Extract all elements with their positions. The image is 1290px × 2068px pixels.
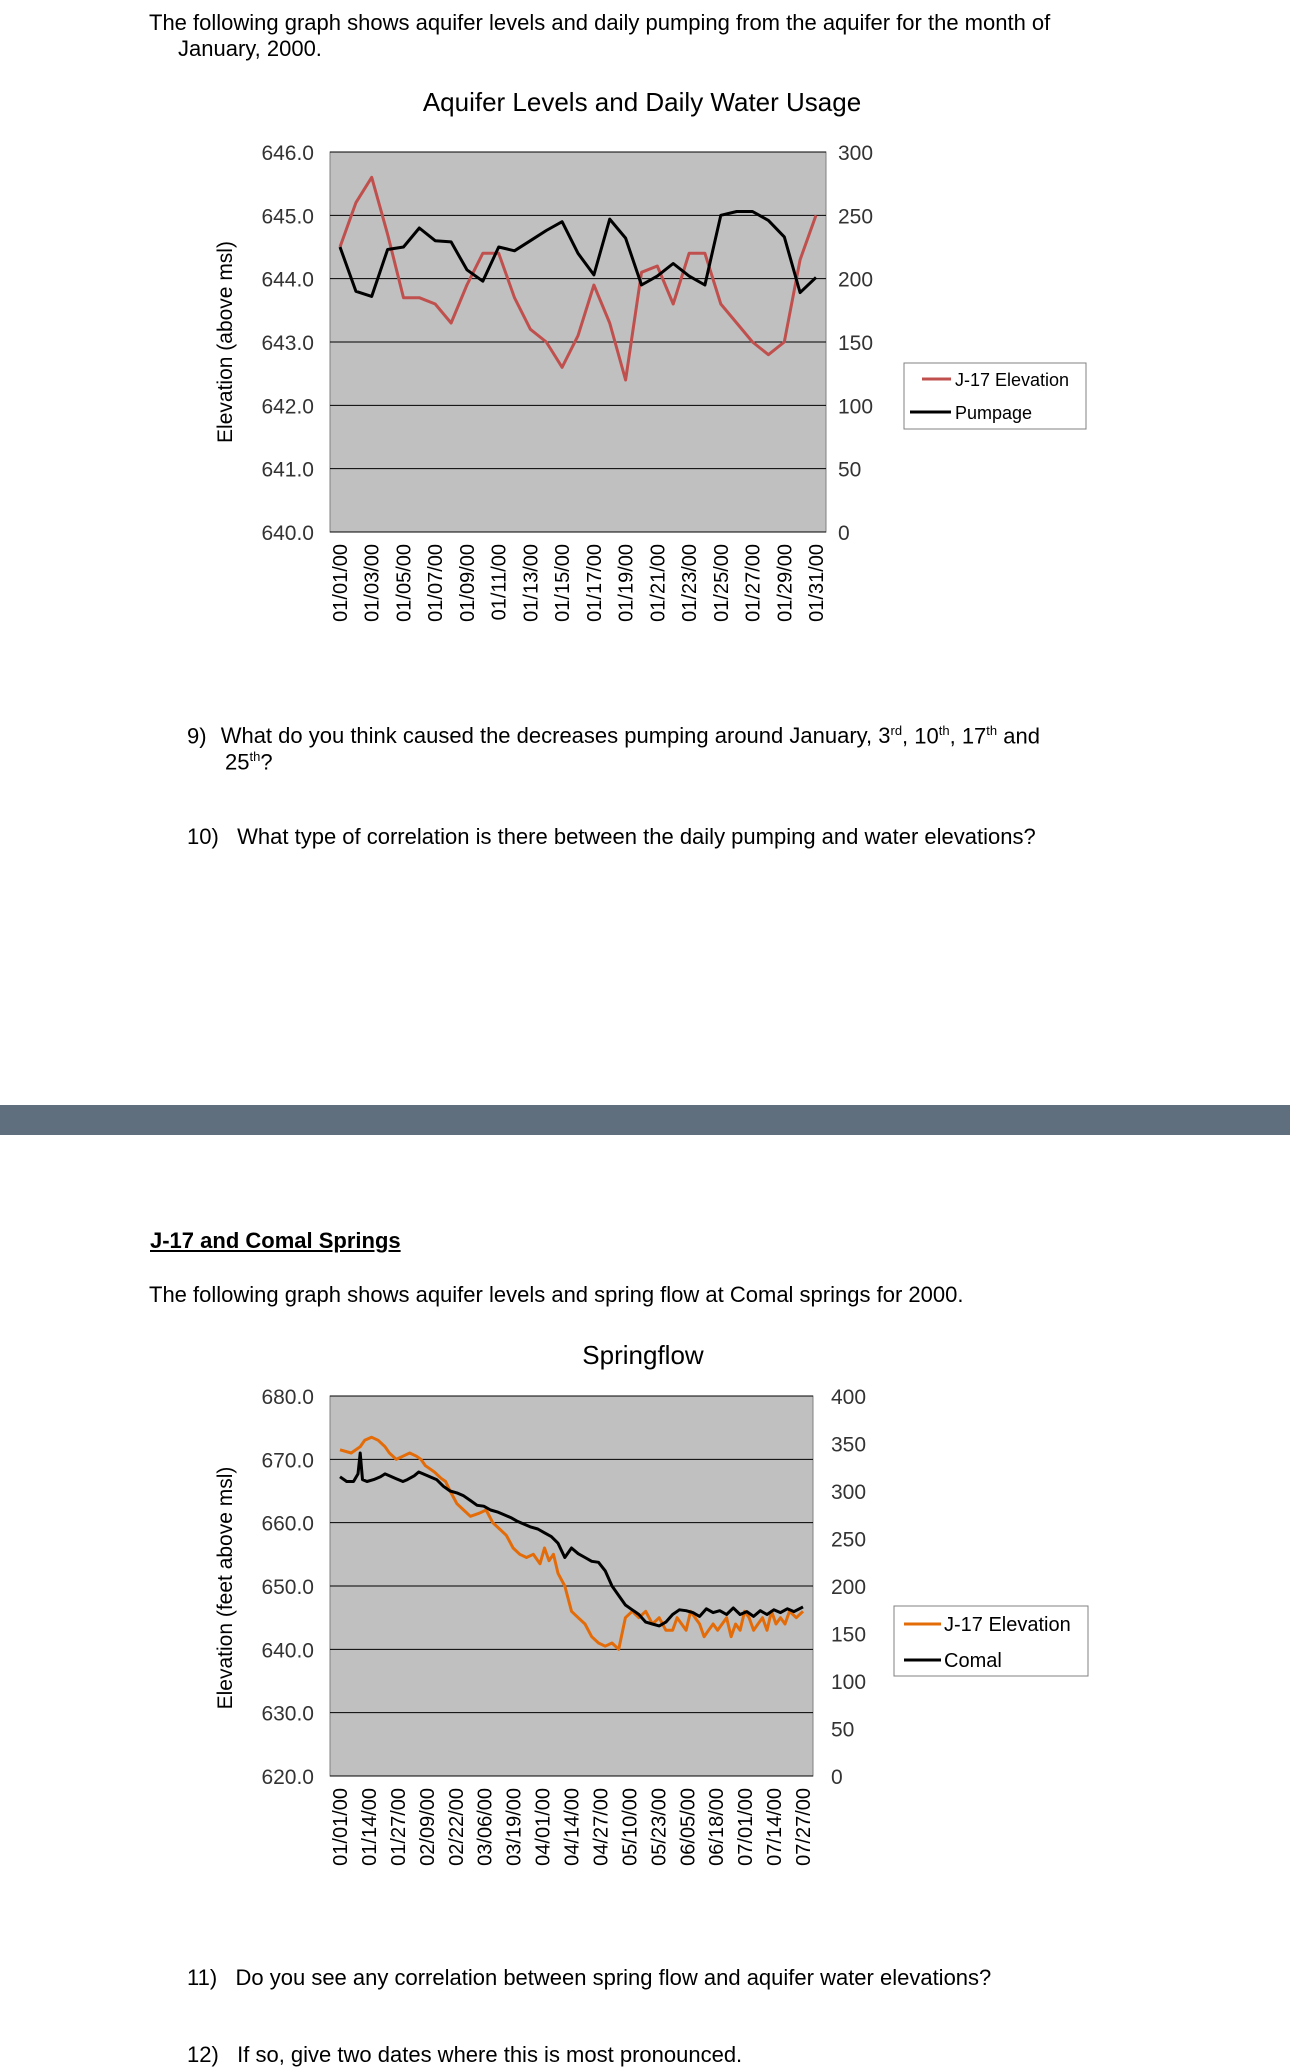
question-9-line2: 25	[225, 749, 250, 775]
y-tick-label: 646.0	[261, 142, 314, 165]
x-tick-label: 01/23/00	[679, 544, 702, 622]
chart2-legend-label-elevation: J-17 Elevation	[944, 1614, 1071, 1636]
question-9-mid2: , 17	[949, 723, 987, 749]
x-tick-label: 03/06/00	[474, 1788, 497, 1866]
x-tick-label: 01/01/00	[330, 1788, 352, 1866]
intro-line-1: The following graph shows aquifer levels and daily pumping from the aquifer for the month of	[149, 10, 1051, 35]
section2-title: J-17 and Comal Springs	[150, 1228, 401, 1253]
y2-tick-label: 150	[838, 332, 874, 355]
y2-tick-label: 200	[838, 268, 874, 292]
question-10: 10) What type of correlation is there between the daily pumping and water elevations?	[187, 824, 1036, 849]
x-tick-label: 03/19/00	[503, 1788, 526, 1866]
y2-tick-label: 0	[838, 522, 850, 545]
y2-tick-label: 0	[831, 1766, 843, 1789]
x-tick-label: 04/27/00	[590, 1788, 613, 1866]
chart1-ylabel: Elevation (above msl)	[214, 241, 237, 443]
question-9-sup-rd: rd	[890, 723, 903, 738]
y2-tick-label: 250	[831, 1528, 867, 1552]
chart-springflow	[0, 1330, 1290, 1930]
x-tick-label: 01/11/00	[488, 544, 511, 621]
y-tick-label: 641.0	[261, 458, 314, 482]
question-9	[187, 718, 1040, 749]
section2-intro: The following graph shows aquifer levels and spring flow at Comal springs for 2000.	[149, 1282, 964, 1307]
x-tick-label: 01/27/00	[742, 544, 765, 622]
y-tick-label: 640.0	[261, 1639, 314, 1663]
y-tick-label: 670.0	[261, 1449, 314, 1473]
y-tick-label: 650.0	[261, 1576, 314, 1599]
chart-aquifer-levels	[0, 80, 1290, 740]
y2-tick-label: 300	[838, 142, 874, 165]
x-tick-label: 05/23/00	[648, 1788, 671, 1866]
x-tick-label: 01/07/00	[425, 544, 448, 622]
x-tick-label: 04/01/00	[532, 1788, 555, 1866]
x-tick-label: 01/29/00	[774, 544, 797, 622]
y-tick-label: 642.0	[261, 395, 314, 419]
question-9-sup-th2: th	[986, 723, 998, 738]
x-tick-label: 02/09/00	[416, 1788, 439, 1866]
question-9-mid1: , 10	[902, 723, 939, 749]
y-tick-label: 643.0	[261, 332, 314, 355]
x-tick-label: 01/25/00	[710, 544, 733, 622]
y2-tick-label: 350	[831, 1433, 867, 1457]
question-9-line2-end: ?	[260, 749, 273, 775]
x-tick-label: 02/22/00	[445, 1788, 468, 1866]
x-tick-label: 01/09/00	[456, 544, 479, 622]
y2-tick-label: 100	[838, 395, 874, 419]
x-tick-label: 01/03/00	[361, 544, 384, 622]
y-tick-label: 645.0	[261, 205, 314, 229]
x-tick-label: 01/01/00	[330, 544, 352, 622]
x-tick-label: 01/13/00	[520, 544, 543, 622]
question-9-number: 9)	[187, 723, 207, 749]
x-tick-label: 01/15/00	[552, 544, 575, 622]
x-tick-label: 05/10/00	[619, 1788, 642, 1866]
x-tick-label: 01/17/00	[583, 544, 606, 622]
question-9-end: and	[997, 723, 1040, 749]
x-tick-label: 01/27/00	[387, 1788, 410, 1866]
chart1-legend-label-pumpage: Pumpage	[955, 403, 1033, 423]
x-tick-label: 01/05/00	[393, 544, 416, 622]
chart1-legend-label-elevation: J-17 Elevation	[955, 370, 1070, 390]
question-12: 12) If so, give two dates where this is most pronounced.	[187, 2042, 743, 2067]
y2-tick-label: 200	[831, 1576, 867, 1599]
y2-tick-label: 300	[831, 1481, 867, 1504]
y-tick-label: 630.0	[261, 1702, 314, 1726]
y2-tick-label: 400	[831, 1386, 867, 1409]
x-tick-label: 01/21/00	[647, 544, 670, 622]
section-divider	[0, 1105, 1290, 1135]
chart2-legend-label-comal: Comal	[944, 1650, 1002, 1672]
question-9-sup-th1: th	[938, 723, 950, 738]
y-tick-label: 660.0	[261, 1512, 314, 1536]
intro-line-2: January, 2000.	[178, 36, 322, 61]
y2-tick-label: 150	[831, 1623, 867, 1647]
chart1-title: Aquifer Levels and Daily Water Usage	[422, 87, 862, 117]
x-tick-label: 07/27/00	[793, 1788, 815, 1866]
x-tick-label: 06/18/00	[706, 1788, 729, 1866]
x-tick-label: 07/14/00	[764, 1788, 787, 1866]
x-tick-label: 01/31/00	[806, 544, 828, 622]
x-tick-label: 07/01/00	[735, 1788, 758, 1866]
question-9-line1: What do you think caused the decreases pumping around January, 3	[220, 723, 891, 749]
y-tick-label: 620.0	[261, 1766, 314, 1789]
x-tick-label: 06/05/00	[677, 1788, 700, 1866]
y2-tick-label: 50	[838, 458, 862, 482]
y2-tick-label: 100	[831, 1671, 867, 1694]
y-tick-label: 680.0	[261, 1386, 314, 1409]
x-tick-label: 01/14/00	[358, 1788, 381, 1866]
y2-tick-label: 250	[838, 205, 874, 229]
y-tick-label: 640.0	[261, 522, 314, 545]
question-11: 11) Do you see any correlation between spring flow and aquifer water elevations?	[187, 1965, 992, 1990]
y2-tick-label: 50	[831, 1718, 855, 1742]
chart2-ylabel: Elevation (feet above msl)	[214, 1466, 237, 1710]
y-tick-label: 644.0	[261, 268, 314, 292]
question-9-cont	[225, 744, 273, 775]
question-9-sup-th3: th	[249, 749, 261, 764]
x-tick-label: 01/19/00	[615, 544, 638, 622]
x-tick-label: 04/14/00	[561, 1788, 584, 1866]
chart2-title: Springflow	[582, 1340, 704, 1370]
